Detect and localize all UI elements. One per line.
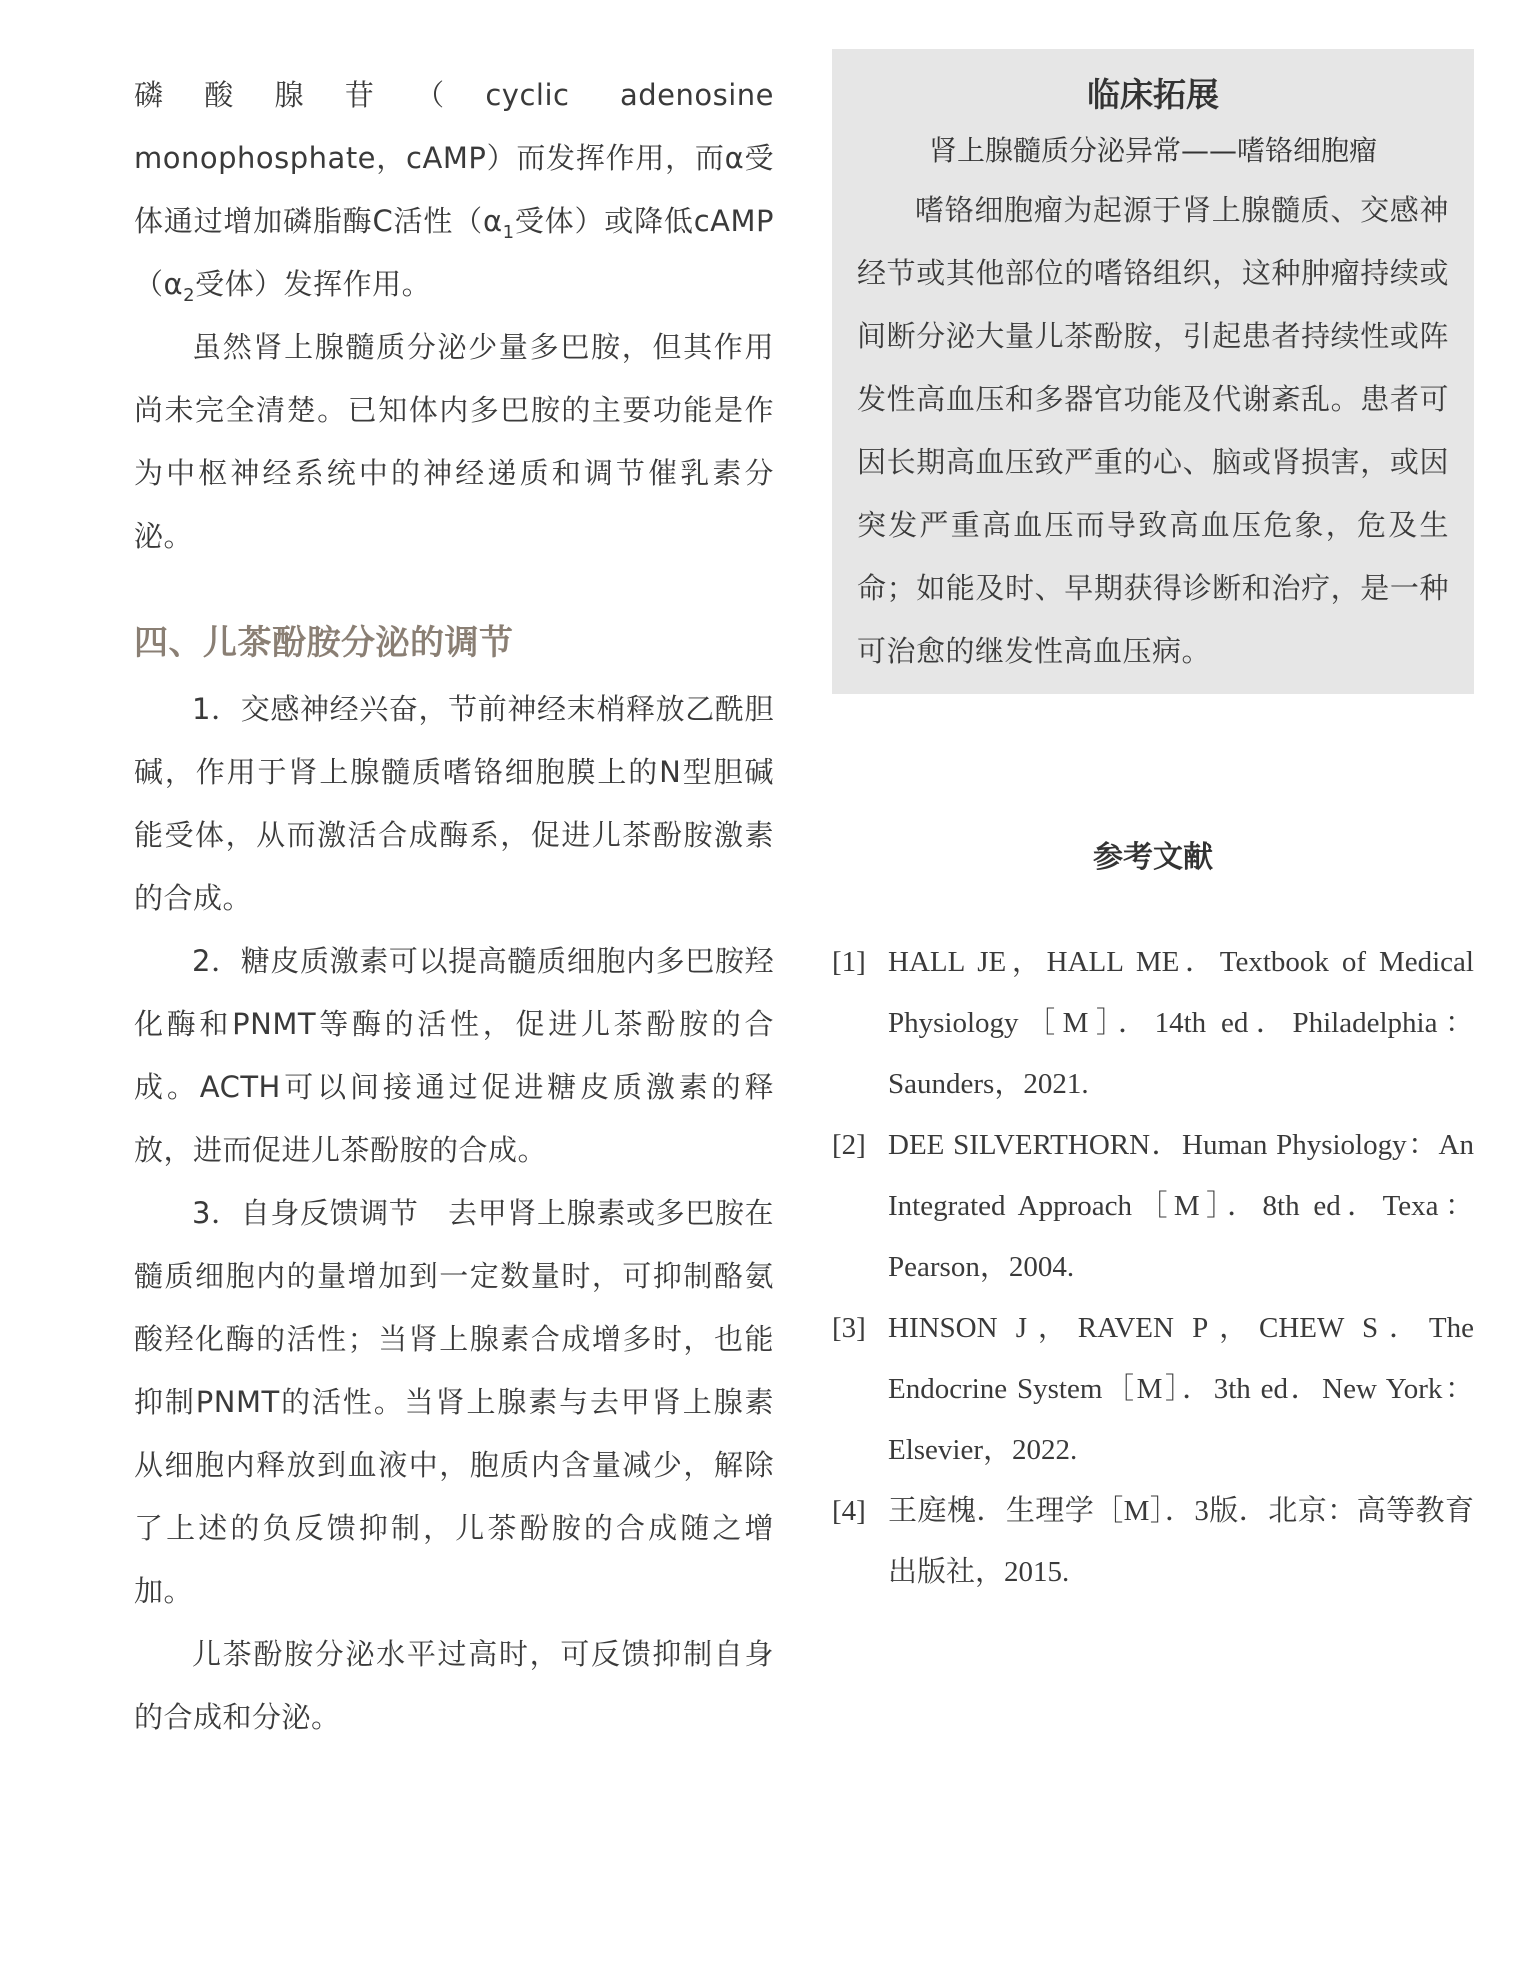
section-title: 四、儿茶酚胺分泌的调节 — [134, 623, 514, 663]
reference-item — [832, 1298, 1474, 1481]
references-title: 参考文献 — [1093, 840, 1213, 875]
clinical-box-subtitle: 肾上腺髓质分泌异常——嗜铬细胞瘤 — [928, 134, 1377, 167]
reference-item — [832, 1115, 1474, 1298]
reference-item — [832, 932, 1474, 1115]
paragraph-feedback: 儿茶酚胺分泌水平过高时，可反馈抑制自身的合成和分泌。 — [134, 1637, 774, 1734]
references-list — [832, 932, 1474, 1603]
reference-number: [3] — [832, 1312, 866, 1344]
reference-number: [4] — [832, 1495, 866, 1527]
list-item-3: 3．自身反馈调节 去甲肾上腺素或多巴胺在髓质细胞内的量增加到一定数量时，可抑制酪氨酸羟化酶的活性；当肾上腺素合成增多时，也能抑制PNMT的活性。当肾上腺素与去甲肾上腺素从细胞内释放到血液中，胞质内含量减少，解除了上述的负反馈抑制，儿茶酚胺的合成随之增加。 — [134, 1196, 774, 1608]
clinical-box-title: 临床拓展 — [1087, 75, 1219, 114]
list-item-1: 1．交感神经兴奋，节前神经末梢释放乙酰胆碱，作用于肾上腺髓质嗜铬细胞膜上的N型胆碱能受体，从而激活合成酶系，促进儿茶酚胺激素的合成。 — [134, 692, 774, 915]
paragraph-camp: 磷酸腺苷（cyclic adenosine monophosphate，cAMP）而发挥作用，而α受体通过增加磷脂酶C活性（$\alpha_1$受体）或降低$cAMP(\alpha_2$受体）发挥作用。 — [134, 78, 774, 306]
clinical-box-body: 嗜铬细胞瘤为起源于肾上腺髓质、交感神经节或其他部位的嗜铬组织，这种肿瘤持续或间断分泌大量儿茶酚胺，引起患者持续性或阵发性高血压和多器官功能及代谢紊乱。患者可因长期高血压致严重的心、脑或肾损害，或因突发严重高血压而导致高血压危象，危及生命；如能及时、早期获得诊断和治疗，是一种可治愈的继发性高血压病。 — [857, 193, 1449, 668]
clinical-extension-box — [832, 49, 1474, 694]
reference-text: HALL JE，HALL ME．Textbook of Medical Physiology［M］．14th ed．Philadelphia：Saunders，2021. — [888, 946, 1474, 1100]
reference-text: HINSON J，RAVEN P，CHEW S．The Endocrine System［M］．3th ed．New York：Elsevier，2022. — [888, 1312, 1474, 1466]
reference-text: DEE SILVERTHORN．Human Physiology：An Integrated Approach［M］．8th ed．Texa：Pearson，2004. — [888, 1129, 1474, 1283]
reference-number: [1] — [832, 946, 866, 978]
reference-number: [2] — [832, 1129, 866, 1161]
subscript-1: 1 — [502, 221, 515, 243]
subscript-2: 2 — [183, 284, 196, 306]
reference-text: 王庭槐．生理学［M］．3版．北京：高等教育出版社，2015. — [888, 1495, 1474, 1588]
list-item-2: 2．糖皮质激素可以提高髓质细胞内多巴胺羟化酶和PNMT等酶的活性，促进儿茶酚胺的合成。ACTH可以间接通过促进糖皮质激素的释放，进而促进儿茶酚胺的合成。 — [134, 944, 774, 1167]
paragraph-dopamine: 虽然肾上腺髓质分泌少量多巴胺，但其作用尚未完全清楚。已知体内多巴胺的主要功能是作为中枢神经系统中的神经递质和调节催乳素分泌。 — [134, 330, 774, 553]
main-text-column — [134, 64, 774, 1749]
reference-item — [832, 1481, 1474, 1603]
